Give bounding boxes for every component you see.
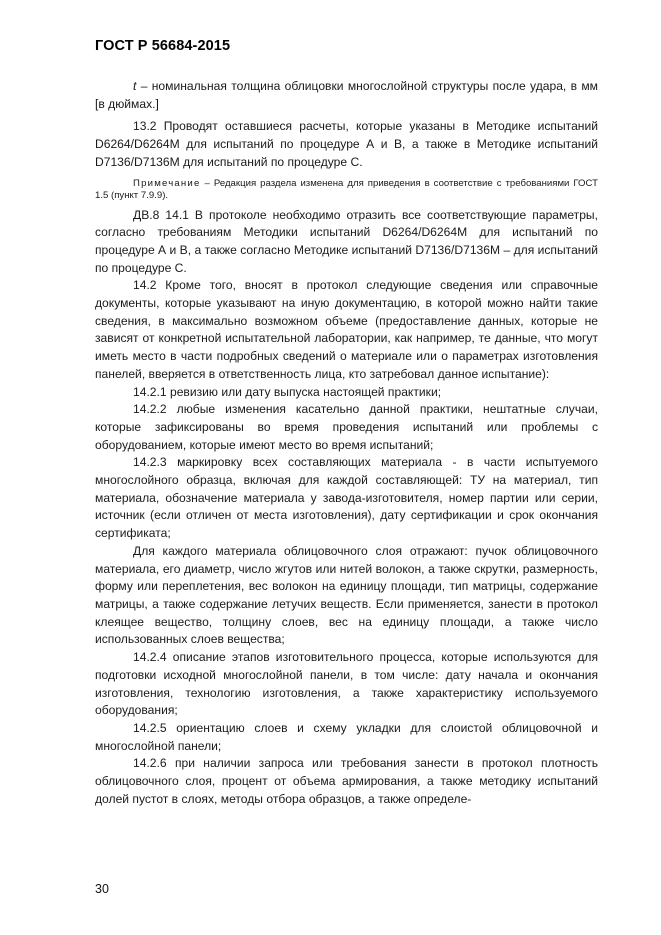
paragraph-facing-materials: Для каждого материала облицовочного слоя отражают: пучок облицовочного материала, его диаметр, число жгутов или нитей волокон, а также скрутки, размерность, форму или переплетения, вес волокон на единицу площади, тип матрицы, содержание матрицы, а также содержание летучих веществ. Если применяется, занести в протокол клеящее вещество, толщину слоев, вес на единицу площади, а также число использованных слоев вещества; [95, 543, 598, 647]
note-text: – Редакция раздела изменена для приведения в соответствие с требованиями ГОСТ 1.5 (пункт 7.9.9). [95, 177, 598, 202]
paragraph-variable-definition [95, 78, 598, 113]
variable-definition-text: – номинальная толщина облицовки многослойной структуры после удара, в мм [в дюймах.] [95, 79, 598, 111]
paragraph-14-2-4: 14.2.4 описание этапов изготовительного процесса, которые используются для подготовки исходной многослойной панели, в том числе: дату начала и окончания изготовления, технологию изготовления, а также характеристику используемого оборудования; [95, 650, 598, 718]
document-body [95, 78, 598, 808]
paragraph-14-2-1: 14.2.1 ревизию или дату выпуска настоящей практики; [133, 384, 442, 399]
note-paragraph [95, 178, 598, 203]
paragraph-14-2: 14.2 Кроме того, вносят в протокол следующие сведения или справочные документы, которые указывают на иную документацию, в которой можно найти такие сведения, в максимально возможном объеме (предоставление данных, которые не зависят от конкретной испытательной лаборатории, как например, те данные, что могут иметь место в части подробных сведений о материале или о параметрах изготовления панелей, вверяется в ответственность лица, кто затребовал данное испытание): [95, 278, 598, 381]
note-label: Примечание [133, 177, 201, 189]
paragraph-14-2-6: 14.2.6 при наличии запроса или требования занести в протокол плотность облицовочного слоя, процент от объема армирования, а также методику испытаний долей пустот в слоях, методы отбора образцов, а также определе- [95, 756, 598, 806]
paragraph-13-2: 13.2 Проводят оставшиеся расчеты, которые указаны в Методике испытаний D6264/D6264M для испытаний по процедуре А и В, а также в Методике испытаний D7136/D7136M для испытаний по процедуре С. [95, 119, 598, 169]
paragraph-14-2-5: 14.2.5 ориентацию слоев и схему укладки для слоистой облицовочной и многослойной панели; [95, 720, 598, 753]
document-header: ГОСТ Р 56684-2015 [95, 38, 231, 54]
paragraph-14-1: ДВ.8 14.1 В протоколе необходимо отразить все соответствующие параметры, согласно требованиям Методики испытаний D6264/D6264M для испытаний по процедуре А и В, а также согласно Методике испытаний D7136/D7136M – для испытаний по процедуре С. [95, 207, 598, 275]
page-number: 30 [95, 882, 109, 896]
paragraph-14-2-2: 14.2.2 любые изменения касательно данной практики, нештатные случаи, которые зафиксированы во время проведения испытаний или проблемы с оборудованием, которые имеют место во время испытаний; [95, 402, 598, 452]
variable-symbol: t [133, 79, 137, 93]
paragraph-14-2-3: 14.2.3 маркировку всех составляющих материала - в части испытуемого многослойного образца, включая для каждой составляющей: ТУ на материал, тип материала, обозначение материала у завода-изготовителя, номер партии или серии, источник (если отличен от места изготовления), дату сертификации и срок окончания сертификата; [95, 455, 598, 541]
